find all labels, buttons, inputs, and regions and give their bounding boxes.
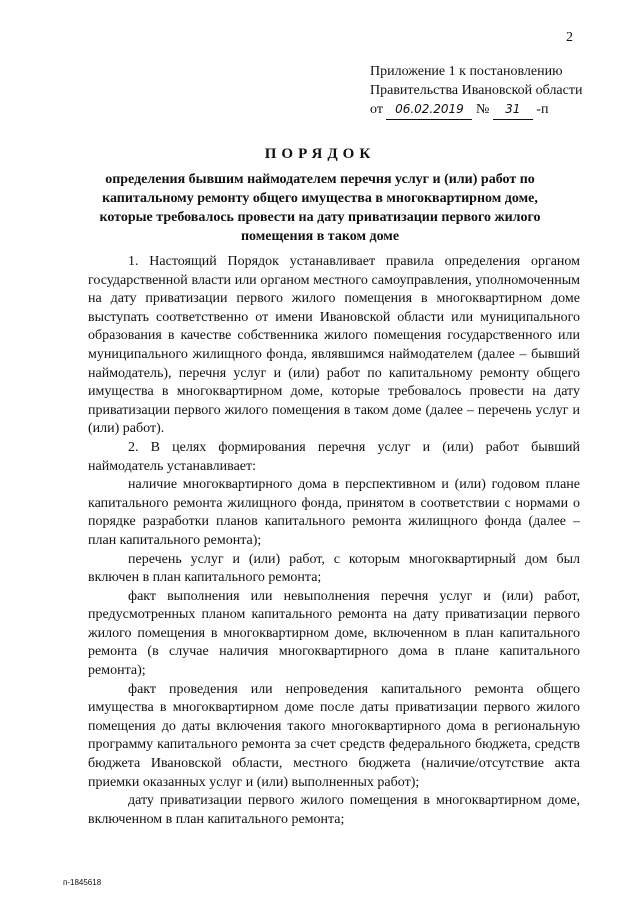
- footer-code: п-1845618: [63, 878, 102, 887]
- page-number: 2: [566, 30, 573, 45]
- handwritten-date: 06.02.2019: [386, 100, 472, 120]
- appendix-line-1: Приложение 1 к постановлению: [370, 64, 563, 79]
- number-label: №: [475, 102, 490, 117]
- document-body: [88, 253, 580, 829]
- appendix-line-2: Правительства Ивановской области: [370, 83, 583, 98]
- from-label: от: [370, 102, 383, 117]
- paragraph-1: 1. Настоящий Порядок устанавливает правила определения органом государственной власти или органом местного самоуправления, уполномоченным на дату приватизации первого жилого помещения в многоквартирном доме выступать соответственно от имени Ивановской области или муниципального образования в качестве собственника жилого помещения государственного или муниципального жилищного фонда, являвшимся наймодателем (далее – бывший наймодатель), перечня услуг и (или) работ по капитальному ремонту общего имущества в многоквартирном доме, которые требовалось провести на дату приватизации первого жилого помещения в таком доме (далее – перечень услуг и (или) работ).: [88, 254, 580, 437]
- paragraph-7: дату приватизации первого жилого помещения в многоквартирном доме, включенном в план капитального ремонта;: [88, 793, 580, 827]
- paragraph-5: факт выполнения или невыполнения перечня услуг и (или) работ, предусмотренных планом капитального ремонта на дату приватизации первого жилого помещения в многоквартирном доме, включенном в план капитального ремонта (в случае наличия многоквартирного дома в плане капитального ремонта);: [88, 588, 580, 679]
- appendix-block: [370, 62, 582, 120]
- handwritten-number: 31: [493, 100, 533, 120]
- paragraph-6: факт проведения или непроведения капитального ремонта общего имущества в многоквартирном доме после даты приватизации первого жилого помещения до даты включения такого многоквартирного дома в региональную программу капитального ремонта за счет средств федерального бюджета, средств бюджета Ивановской области, местного бюджета (наличие/отсутствие акта приемки оказанных услуг и (или) выполненных работ);: [88, 681, 580, 790]
- appendix-date-line: [370, 100, 582, 120]
- document-subtitle: определения бывшим наймодателем перечня услуг и (или) работ по капитальному ремонту общего имущества в многоквартирном доме, которые требовалось провести на дату приватизации первого жилого помещения в таком доме: [99, 172, 541, 244]
- paragraph-3: наличие многоквартирного дома в перспективном и (или) годовом плане капитального ремонта жилищного фонда, принятом в соответствии с нормами о порядке разработки планов капитального ремонта жилищного фонда (далее – план капитального ремонта);: [88, 477, 580, 548]
- paragraph-2: 2. В целях формирования перечня услуг и (или) работ бывший наймодатель устанавливает:: [88, 439, 580, 474]
- paragraph-4: перечень услуг и (или) работ, с которым многоквартирный дом был включен в план капитального ремонта;: [88, 551, 580, 586]
- document-title: ПОРЯДОК: [264, 146, 376, 162]
- number-suffix: -п: [536, 102, 549, 117]
